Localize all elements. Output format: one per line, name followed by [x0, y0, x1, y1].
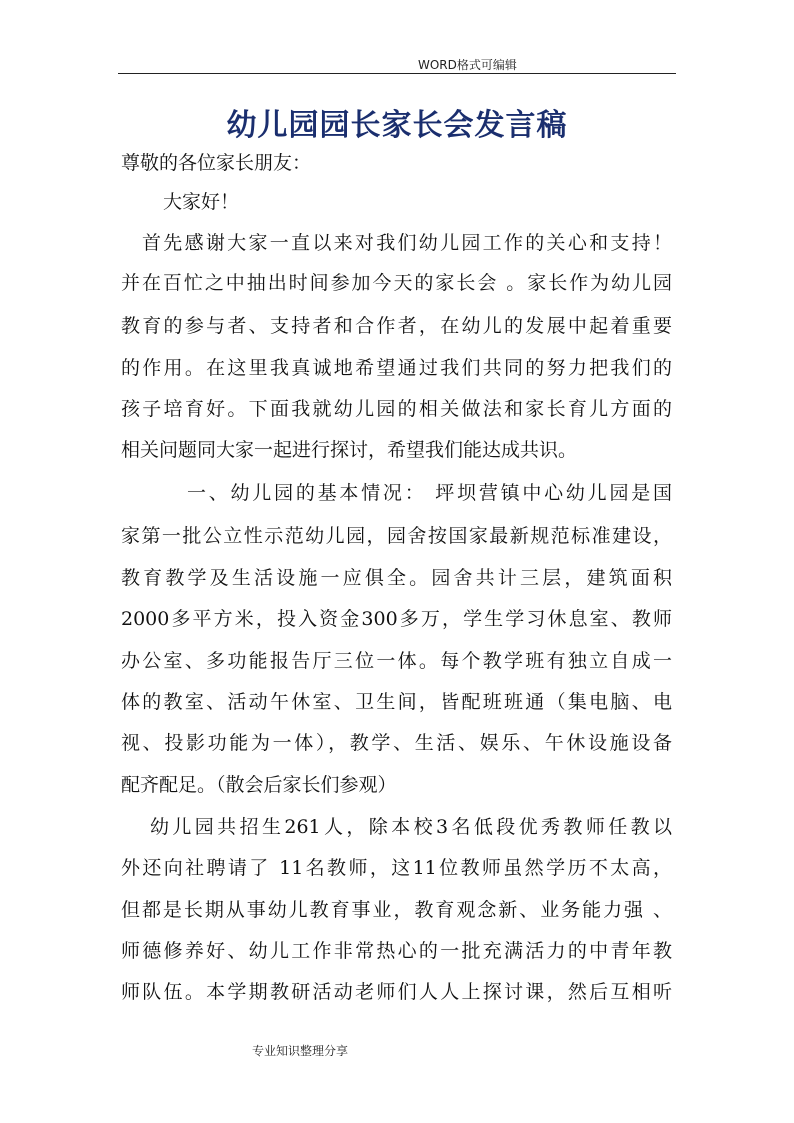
paragraph-1-line-4: 的作用。在这里我真诚地希望通过我们共同的努力把我们的 — [121, 357, 672, 379]
paragraph-2-line-7: 视、投影功能为一体），教学、生活、娱乐、午休设施设备 — [121, 732, 672, 754]
paragraph-1-line-1: 首先感谢大家一直以来对我们幼儿园工作的关心和支持！ — [142, 232, 672, 254]
paragraph-1-line-3: 教育的参与者、支持者和合作者，在幼儿的发展中起着重要 — [121, 315, 672, 337]
paragraph-3-line-3: 但都是长期从事幼儿教育事业，教育观念新、业务能力强 、 — [121, 899, 672, 921]
paragraph-2-line-5: 办公室、多功能报告厅三位一体。每个教学班有独立自成一 — [121, 650, 672, 672]
paragraph-3-line-1: 幼儿园共招生261人，除本校3名低段优秀教师任教以 — [150, 816, 672, 838]
paragraph-1-line-5: 孩子培育好。下面我就幼儿园的相关做法和家长育儿方面的 — [121, 398, 672, 420]
paragraph-2-line-2: 家第一批公立性示范幼儿园，园舍按国家最新规范标准建设， — [121, 525, 672, 547]
page-footer-text: 专业知识整理分享 — [252, 1044, 349, 1058]
page-header-text: WORD格式可编辑 — [418, 58, 517, 72]
paragraph-2-line-4: 2000多平方米，投入资金300多万，学生学习休息室、教师 — [121, 608, 672, 630]
paragraph-3-line-4: 师德修养好、幼儿工作非常热心的一批充满活力的中青年教 — [121, 940, 672, 962]
salutation: 尊敬的各位家长朋友： — [121, 152, 312, 174]
paragraph-3-line-5: 师队伍。本学期教研活动老师们人人上探讨课，然后互相听 — [121, 981, 672, 1003]
paragraph-2-line-8: 配齐配足。（散会后家长们参观） — [121, 774, 397, 796]
paragraph-2-line-1: 一、幼儿园的基本情况： 坪坝营镇中心幼儿园是国 — [187, 482, 672, 504]
paragraph-2-line-6: 体的教室、活动午休室、卫生间，皆配班班通（集电脑、电 — [121, 691, 672, 713]
paragraph-2-line-3: 教育教学及生活设施一应俱全。园舍共计三层，建筑面积 — [121, 567, 672, 589]
greeting: 大家好！ — [163, 191, 240, 213]
paragraph-1-line-6: 相关问题同大家一起进行探讨，希望我们能达成共识。 — [121, 439, 578, 461]
paragraph-3-line-2: 外还向社聘请了 11名教师，这11位教师虽然学历不太高， — [121, 857, 672, 879]
document-title: 幼儿园园长家长会发言稿 — [226, 108, 568, 143]
paragraph-1-line-2: 并在百忙之中抽出时间参加今天的家长会 。家长作为幼儿园 — [121, 272, 672, 294]
header-divider — [118, 73, 676, 74]
